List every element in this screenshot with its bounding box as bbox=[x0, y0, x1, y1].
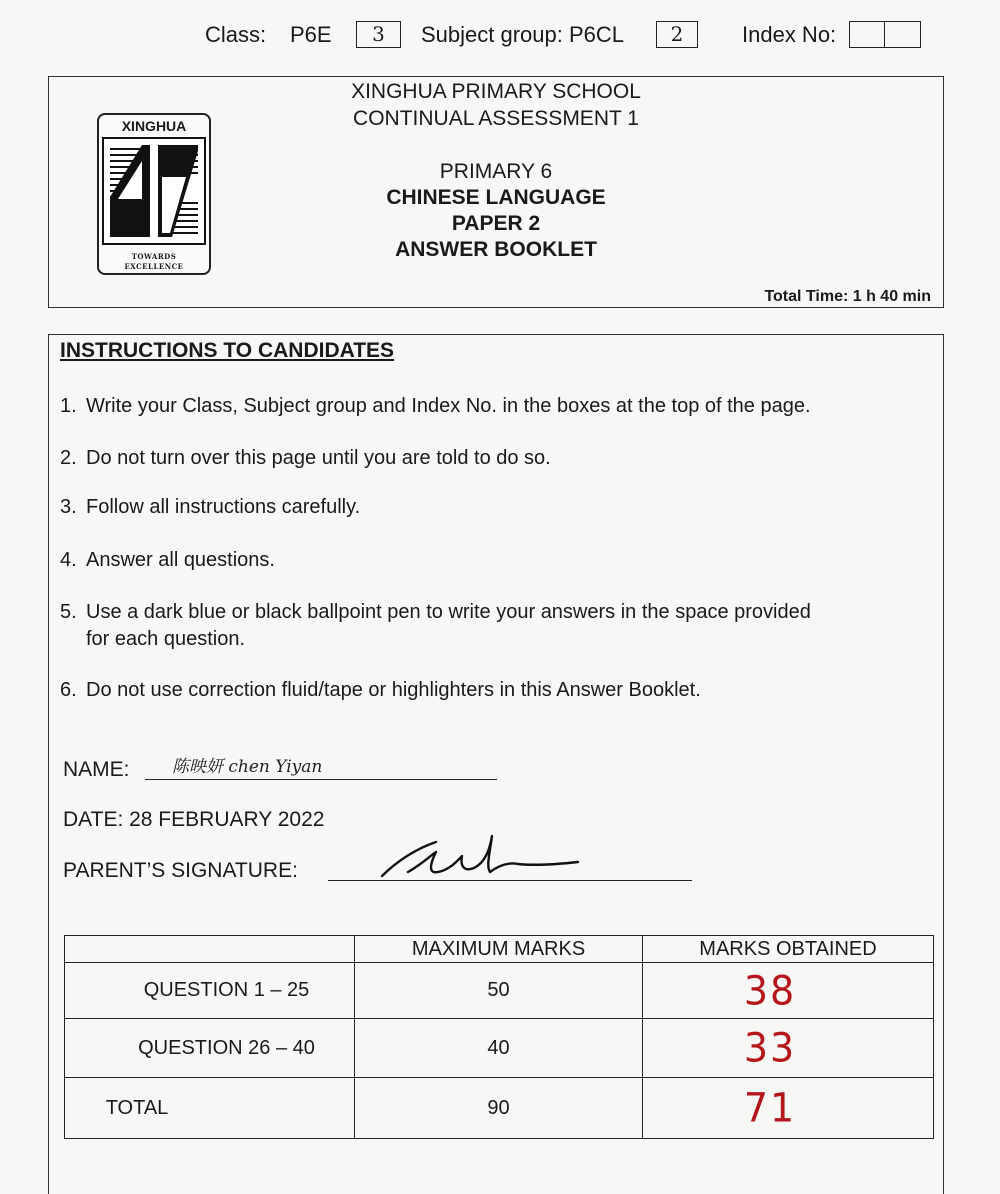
instruction-item: 4. Answer all questions. bbox=[60, 549, 275, 571]
level-title: PRIMARY 6 bbox=[439, 160, 553, 183]
parent-signature[interactable] bbox=[378, 826, 583, 884]
table-row bbox=[65, 1019, 934, 1078]
name-label: NAME: bbox=[63, 758, 130, 781]
header-blank bbox=[65, 936, 355, 963]
class-label: Class: bbox=[205, 22, 267, 47]
subject-group-value: 2 bbox=[670, 22, 684, 46]
table-row bbox=[65, 1078, 934, 1139]
row-max-marks: 50 bbox=[355, 963, 643, 1019]
assessment-name: CONTINUAL ASSESSMENT 1 bbox=[353, 107, 639, 130]
school-name: XINGHUA PRIMARY SCHOOL bbox=[351, 80, 641, 103]
logo-title: XINGHUA bbox=[121, 118, 187, 134]
header-maximum-marks: MAXIMUM MARKS bbox=[355, 936, 643, 963]
index-no-box[interactable] bbox=[849, 21, 921, 48]
class-number-value: 3 bbox=[372, 22, 385, 46]
parent-signature-label: PARENT’S SIGNATURE: bbox=[63, 859, 298, 882]
row-marks-obtained[interactable] bbox=[643, 1019, 934, 1078]
logo-motto-line2: EXCELLENCE bbox=[124, 262, 184, 271]
row-marks-obtained[interactable] bbox=[643, 1078, 934, 1139]
red-mark-value: 33 bbox=[743, 1024, 797, 1072]
instruction-item: 6. Do not use correction fluid/tape or highlighters in this Answer Booklet. bbox=[60, 679, 701, 701]
row-max-marks: 90 bbox=[355, 1078, 643, 1139]
paper-title: PAPER 2 bbox=[451, 212, 541, 235]
name-underline bbox=[145, 779, 497, 780]
logo-motto-line1: TOWARDS bbox=[131, 252, 177, 261]
booklet-title: ANSWER BOOKLET bbox=[395, 238, 597, 261]
instruction-item: 1. Write your Class, Subject group and Index No. in the boxes at the top of the page. bbox=[60, 395, 811, 417]
date-label: DATE: 28 FEBRUARY 2022 bbox=[63, 808, 325, 831]
school-logo bbox=[97, 113, 211, 275]
table-row bbox=[65, 963, 934, 1019]
instruction-item: 3. Follow all instructions carefully. bbox=[60, 496, 361, 518]
total-time: Total Time: 1 h 40 min bbox=[764, 288, 931, 305]
row-label: TOTAL bbox=[65, 1078, 355, 1139]
class-value: P6E bbox=[290, 22, 332, 47]
class-number-box[interactable] bbox=[356, 21, 401, 48]
red-mark-value: 38 bbox=[743, 967, 797, 1014]
header-marks-obtained: MARKS OBTAINED bbox=[643, 936, 934, 963]
index-no-divider bbox=[884, 22, 885, 47]
row-label: QUESTION 26 – 40 bbox=[65, 1019, 355, 1078]
marks-table-header bbox=[65, 936, 934, 963]
row-label: QUESTION 1 – 25 bbox=[65, 963, 355, 1019]
subject-title: CHINESE LANGUAGE bbox=[386, 186, 606, 209]
instruction-item: 5. Use a dark blue or black ballpoint pen to write your answers in the space provided for each question. bbox=[60, 601, 811, 650]
red-mark-value: 71 bbox=[743, 1084, 797, 1132]
instruction-item: 2. Do not turn over this page until you are told to do so. bbox=[60, 447, 551, 469]
logo-emblem-icon bbox=[102, 137, 206, 247]
instructions-heading: INSTRUCTIONS TO CANDIDATES bbox=[60, 339, 395, 362]
subject-group-box[interactable] bbox=[656, 21, 698, 48]
row-max-marks: 40 bbox=[355, 1019, 643, 1078]
index-no-label: Index No: bbox=[742, 22, 837, 47]
row-marks-obtained[interactable] bbox=[643, 963, 934, 1019]
marks-table bbox=[64, 935, 934, 1139]
name-value[interactable]: 陈映妍 chen Yiyan bbox=[172, 757, 323, 777]
subject-group-label: Subject group: P6CL bbox=[421, 22, 625, 47]
